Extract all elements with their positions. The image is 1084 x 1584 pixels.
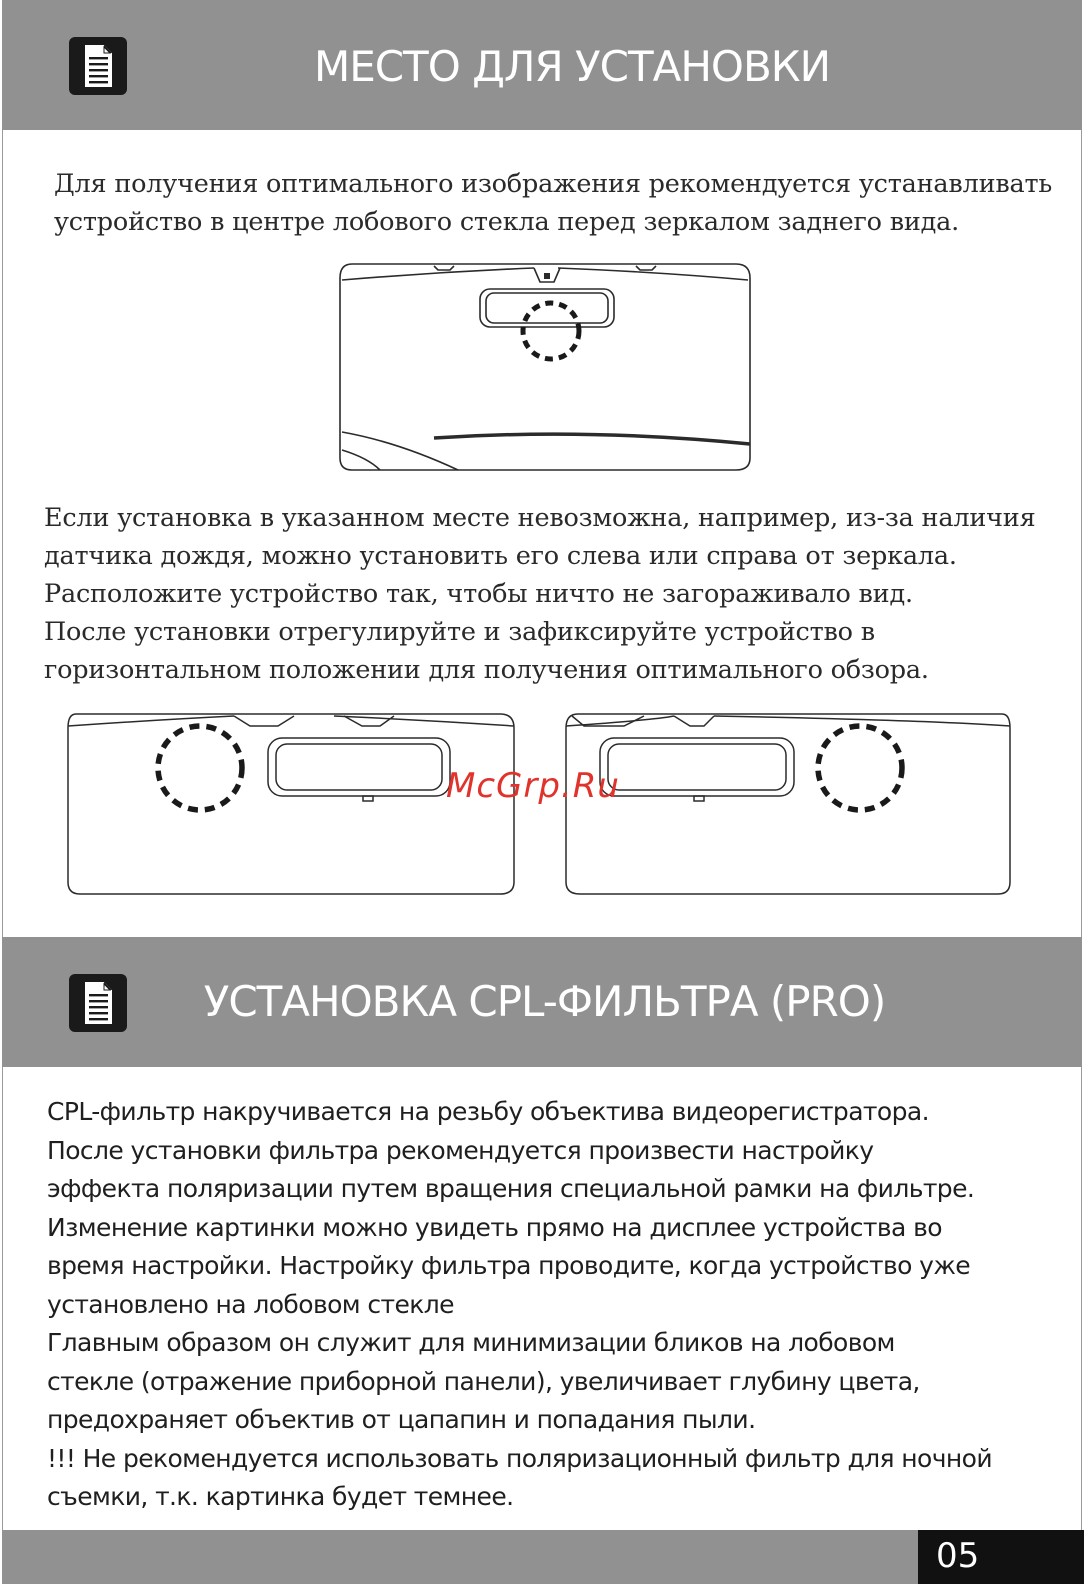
page-number: 05 [936,1536,980,1576]
text-line: После установки отрегулируйте и зафиксируйте устройство в [44,617,875,647]
page-frame-left [2,0,3,1530]
text-line: Изменение картинки можно увидеть прямо на дисплее устройства во [47,1212,942,1242]
text-line: !!! Не рекомендуется использовать поляризационный фильтр для ночной [47,1443,992,1473]
section-title: МЕСТО ДЛЯ УСТАНОВКИ [313,42,831,91]
text-line: съемки, т.к. картинка будет темнее. [47,1482,514,1511]
windshield-right-illustration [564,712,1018,898]
cpl-filter-paragraph [47,1093,992,1517]
text-line: Расположите устройство так, чтобы ничто не загораживало вид. [44,579,913,609]
text-line: Для получения оптимального изображения рекомендуется устанавливать [54,169,1053,199]
text-line: время настройки. Настройку фильтра проводите, когда устройство уже [47,1251,971,1280]
text-line: горизонтальном положении для получения оптимального обзора. [44,655,929,685]
text-line: датчика дождя, можно установить его слева или справа от зеркала. [44,541,957,571]
watermark: McGrp.Ru [446,766,620,806]
text-line: стекле (отражение приборной панели), увеличивает глубину цвета, [47,1366,920,1396]
section-header-band [2,937,1082,1067]
text-line: Если установка в указанном месте невозможна, например, из-за наличия [44,503,1036,533]
page-number-box [918,1530,1084,1584]
text-line: предохраняет объектив от цапапин и попадания пыли. [47,1405,756,1434]
text-line: CPL-фильтр накручивается на резьбу объектива видеорегистратора. [47,1097,929,1126]
footer-band [2,1530,918,1584]
text-line: После установки фильтра рекомендуется произвести настройку [47,1135,874,1165]
windshield-center-illustration [338,262,754,474]
page-frame-right [1081,0,1082,1530]
placement-paragraph [44,499,1035,689]
text-line: Главным образом он служит для минимизации бликов на лобовом [47,1328,895,1357]
text-line: установлено на лобовом стекле [47,1289,454,1319]
section-header-band [2,0,1082,130]
text-line: устройство в центре лобового стекла перед зеркалом заднего вида. [54,207,960,237]
section-title: УСТАНОВКА CPL-ФИЛЬТРА (PRO) [203,977,886,1026]
intro-paragraph [54,165,1052,241]
text-line: эффекта поляризации путем вращения специальной рамки на фильтре. [47,1174,975,1203]
